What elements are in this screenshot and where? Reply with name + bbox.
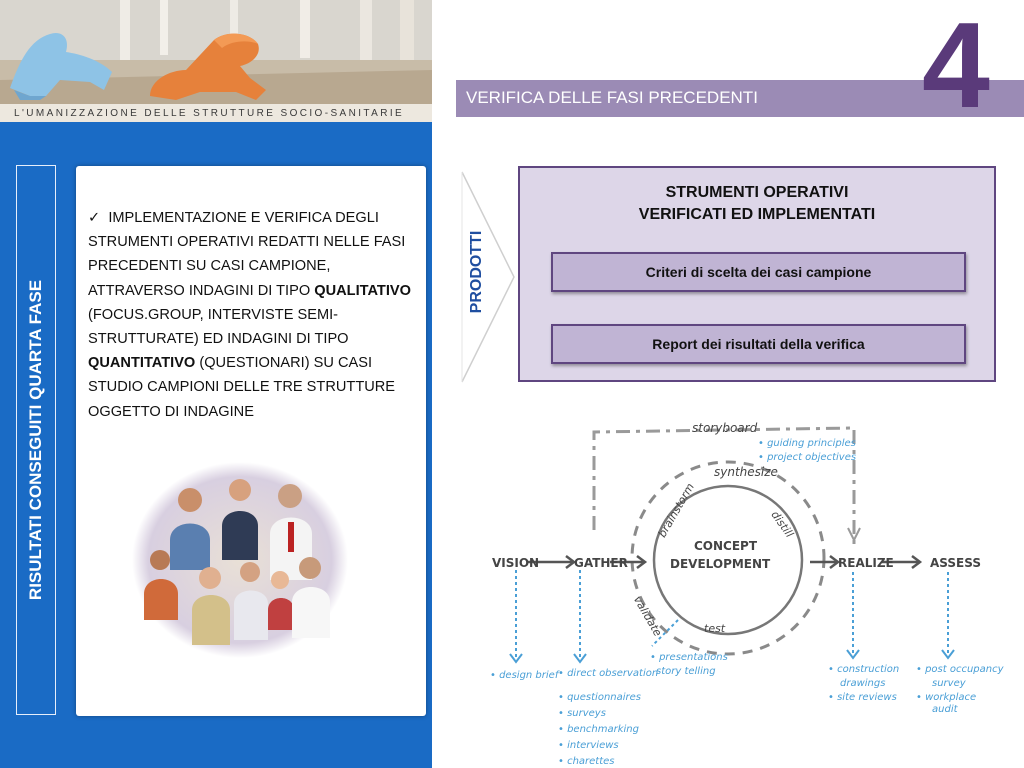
guiding-principles-label: • guiding principles [758,438,856,449]
card-text-part-2: (FOCUS.GROUP, INTERVISTE SEMI-STRUTTURATE) ED INDAGINI DI TIPO [88,306,349,348]
distill-label: distill [768,508,796,540]
test-label: test [704,622,726,635]
card-text-part-1: IMPLEMENTAZIONE E VERIFICA DEGLI STRUMENTI OPERATIVI REDATTI NELLE FASI PRECEDENTI SU CASI CAMPIONE, ATTRAVERSO INDAGINI DI TIPO [88,210,406,299]
development-label: DEVELOPMENT [670,557,771,571]
realize-label: REALIZE [838,556,894,570]
assess-label: ASSESS [930,556,981,570]
card-text-bold-1: QUALITATIVO [314,282,411,299]
people-collage-image [130,460,350,660]
check-icon: ✓ [88,210,101,226]
design-process-sketch [470,410,1024,768]
section-title: VERIFICA DELLE FASI PRECEDENTI [466,88,758,107]
gather-item-4: • benchmarking [558,724,639,735]
synthesize-label: synthesize [714,465,778,479]
header-band-text: L'UMANIZZAZIONE DELLE STRUTTURE SOCIO-SANITARIE [14,108,405,119]
report-box: Report dei risultati della verifica [551,324,966,364]
vision-label: VISION [492,556,540,570]
project-objectives-label: • project objectives [758,452,857,463]
story-telling-label: story telling [656,666,716,677]
lounge-chairs-image [0,0,432,104]
gather-item-5: • interviews [558,740,619,751]
gather-item-3: • surveys [558,708,606,719]
criteria-box: Criteri di scelta dei casi campione [551,252,966,292]
card-text [88,206,413,424]
site-reviews-label: • site reviews [828,692,897,703]
brainstorm-label: brainstorm [655,480,697,540]
header-photo [0,0,432,104]
strumenti-title [518,182,996,226]
construction-label: • construction [828,664,900,675]
vertical-title: RISULTATI CONSEGUITI QUARTA FASE [26,279,45,601]
gather-item-6: • charettes [558,756,615,767]
concept-label: CONCEPT [694,539,758,553]
gather-item-2: • questionnaires [558,692,641,703]
workplace-label: • workplace [916,692,977,703]
drawings-label: drawings [840,678,886,689]
card-text-part-3: (QUESTIONARI) SU CASI STUDIO CAMPIONI DELLE TRE STRUTTURE OGGETTO DI INDAGINE [88,355,396,420]
validate-label: validate [630,593,665,639]
presentations-label: • presentations [650,652,728,663]
gather-label: GATHER [574,556,628,570]
post-occupancy-label: • post occupancy [916,664,1004,675]
prodotti-label: PRODOTTI [468,230,485,314]
audit-label: audit [932,704,958,715]
strumenti-title-line-1: STRUMENTI OPERATIVI [665,184,849,201]
survey-label: survey [932,678,966,689]
gather-item-1: • direct observation [558,668,659,679]
storyboard-label: storyboard [692,421,758,435]
strumenti-title-line-2: VERIFICATI ED IMPLEMENTATI [638,206,876,223]
card-text-bold-2: QUANTITATIVO [88,355,196,372]
phase-number: 4 [922,0,990,133]
design-brief-label: • design brief [490,670,559,681]
